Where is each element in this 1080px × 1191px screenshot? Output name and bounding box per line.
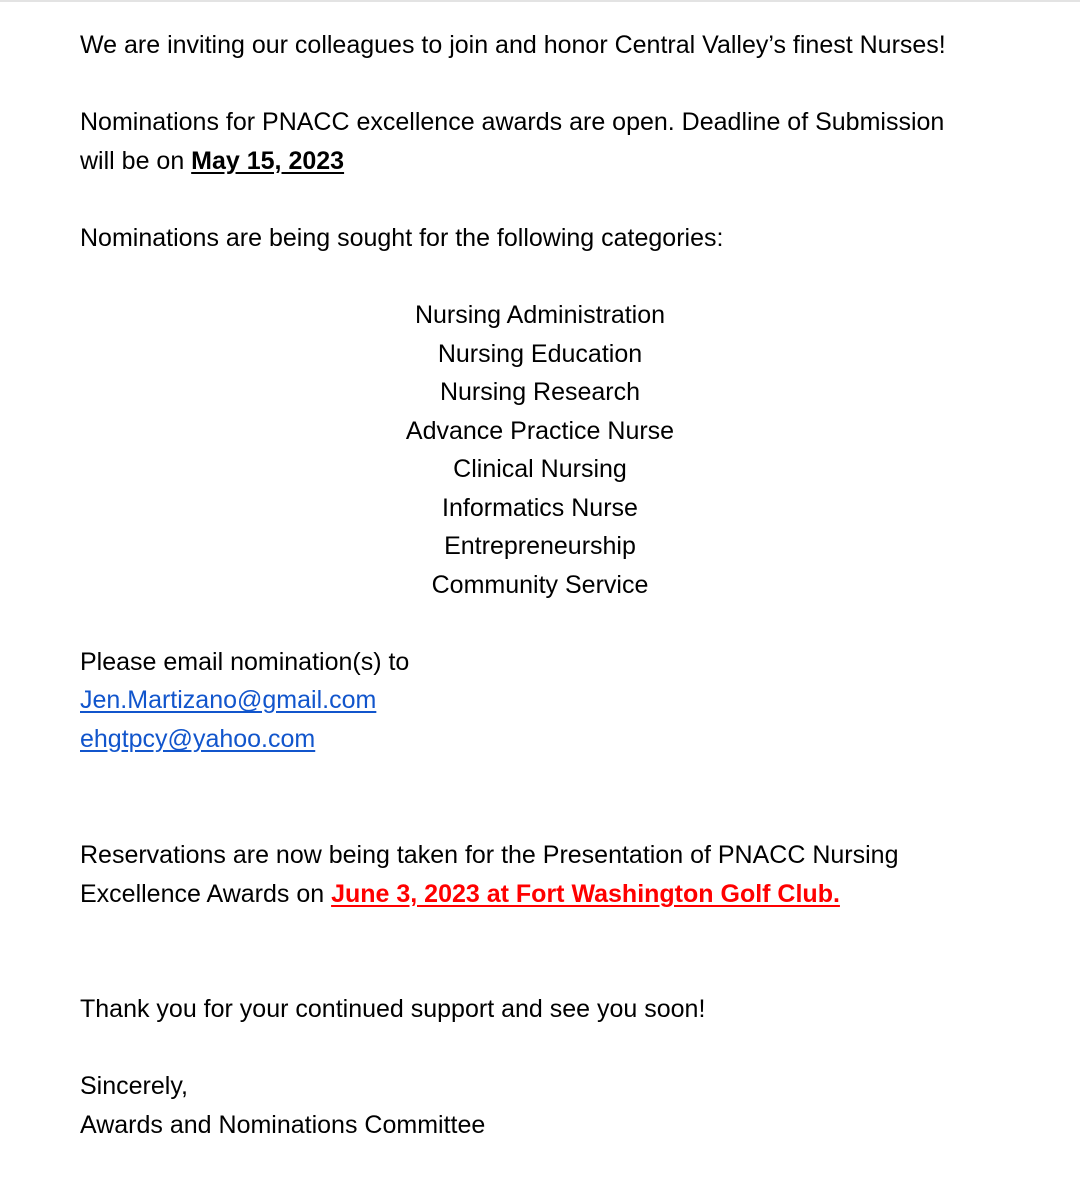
thank-you-text: Thank you for your continued support and see you soon! xyxy=(80,995,706,1023)
reservation-prefix: Excellence Awards on xyxy=(80,880,332,908)
intro-text: We are inviting our colleagues to join and honor Central Valley’s finest Nurses! xyxy=(80,31,946,59)
category-item: Advance Practice Nurse xyxy=(405,417,675,445)
deadline-prefix: will be on xyxy=(80,147,192,175)
reservation-text-line-1: Reservations are now being taken for the Presentation of PNACC Nursing xyxy=(80,841,899,869)
category-item: Community Service xyxy=(431,571,649,599)
deadline-date: May 15, 2023 xyxy=(191,147,345,175)
reservation-text-line-2 xyxy=(80,879,840,909)
email-intro: Please email nomination(s) to xyxy=(80,648,410,676)
email-line-1 xyxy=(80,685,376,715)
category-item: Entrepreneurship xyxy=(444,532,636,560)
closing-salutation: Sincerely, xyxy=(80,1072,188,1100)
category-item: Nursing Administration xyxy=(414,301,666,329)
email-link-ehgtpcy[interactable]: ehgtpcy@yahoo.com xyxy=(80,725,316,753)
email-line-2 xyxy=(80,724,315,754)
category-item: Nursing Research xyxy=(439,378,641,406)
deadline-text-line-2 xyxy=(80,146,344,176)
email-link-jen-martizano[interactable]: Jen.Martizano@gmail.com xyxy=(80,686,377,714)
signature: Awards and Nominations Committee xyxy=(80,1111,486,1139)
categories-intro: Nominations are being sought for the following categories: xyxy=(80,224,724,252)
page-top-border xyxy=(0,0,1080,2)
reservation-event-details: June 3, 2023 at Fort Washington Golf Club. xyxy=(331,880,840,908)
category-item: Informatics Nurse xyxy=(442,494,638,522)
category-item: Clinical Nursing xyxy=(453,455,627,483)
category-item: Nursing Education xyxy=(437,340,643,368)
deadline-text-line-1: Nominations for PNACC excellence awards are open. Deadline of Submission xyxy=(80,108,945,136)
